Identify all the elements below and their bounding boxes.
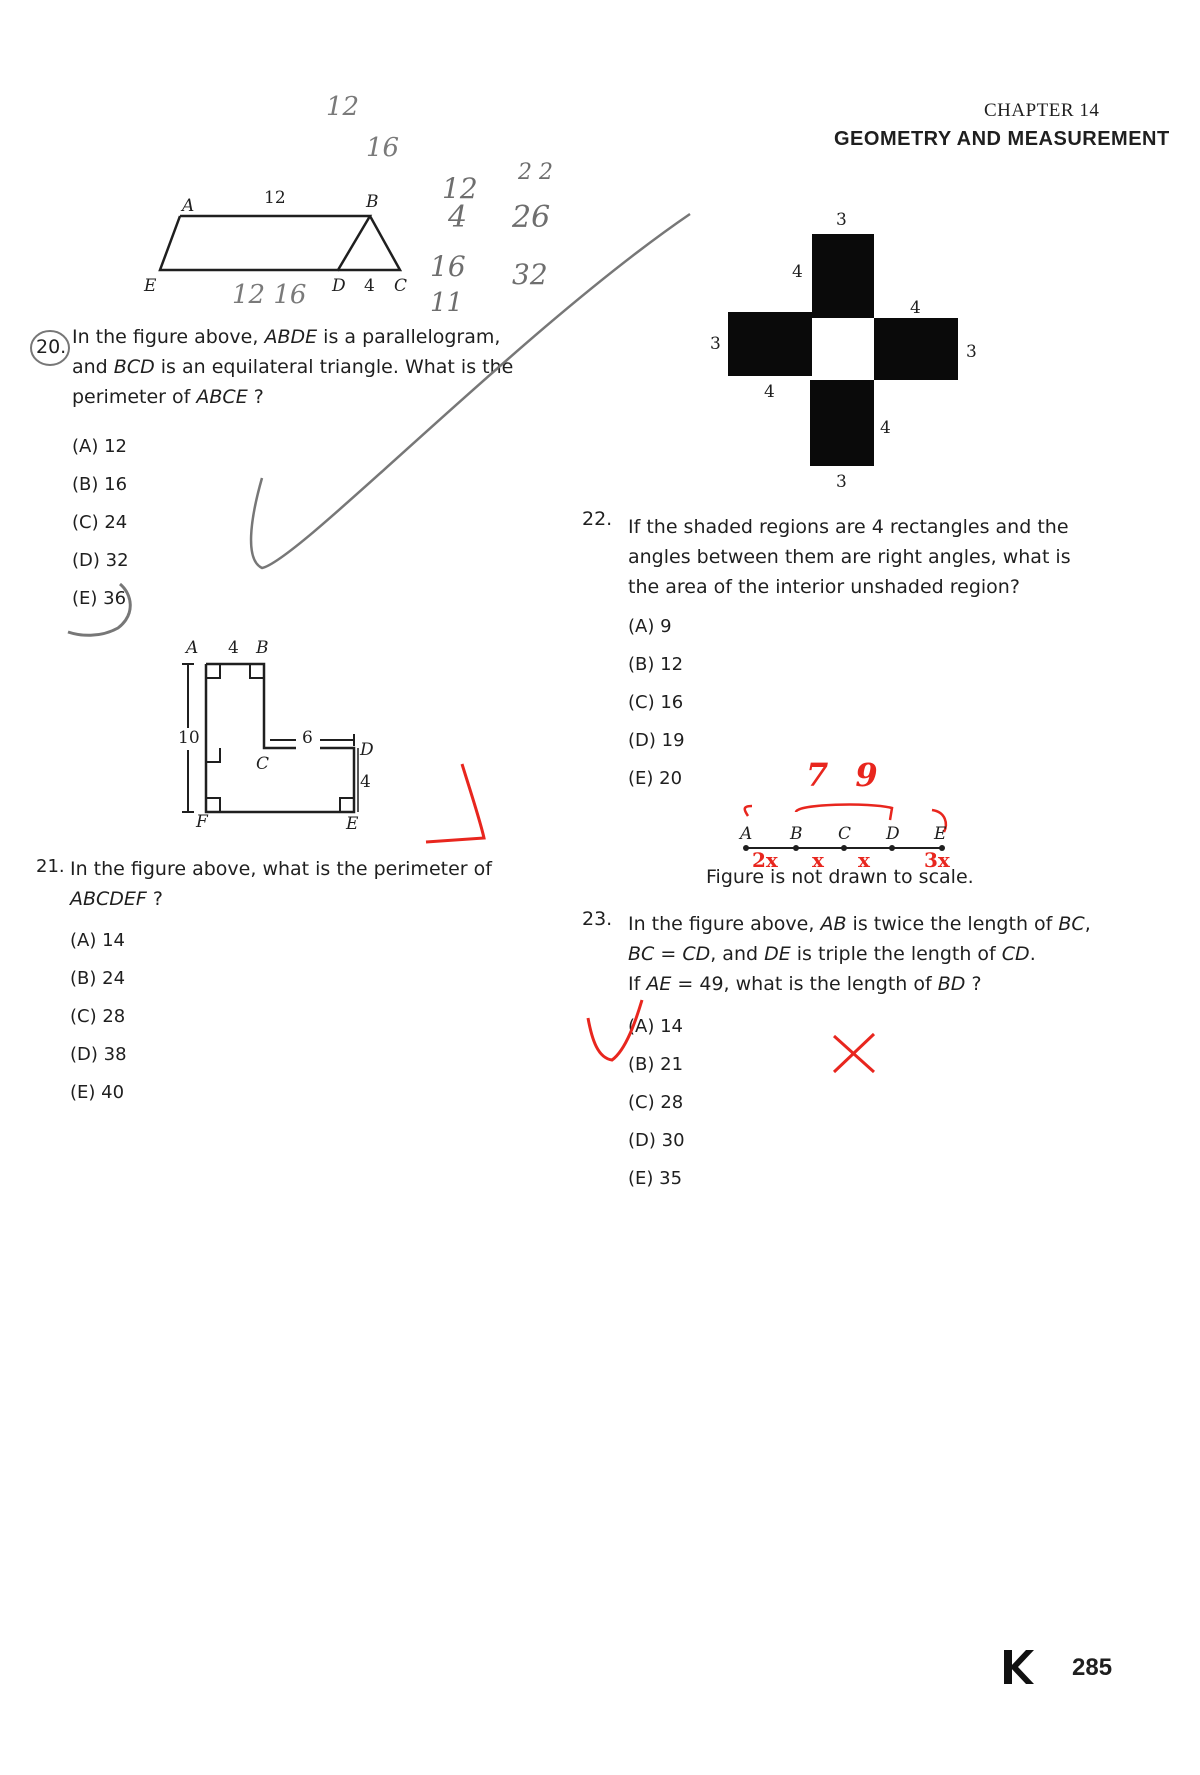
shaded-rect-top [812,234,874,318]
side-length-label: 4 [880,418,891,438]
side-length-label: 4 [792,262,803,282]
handwritten-note: 26 [512,200,551,235]
side-length-label: 4 [360,772,371,792]
handwritten-note: 12 [326,92,360,122]
vertex-label: D [332,276,346,296]
answer-choice[interactable]: (E) 20 [628,768,683,789]
handwritten-note: 3x [924,848,950,872]
unshaded-region [812,318,874,380]
handwritten-note: 2 2 [518,160,553,185]
handwritten-note: x [858,848,870,872]
l-shape-abcdef [206,664,354,812]
handwritten-note: 16 [366,133,400,163]
side-length-label: 4 [764,382,775,402]
side-length-label: 4 [910,298,921,318]
side-length-label: 3 [710,334,721,354]
question-stem: If the shaded regions are 4 rectangles and the angles between them are right angles, what is the area of the interior unshaded region? [628,516,1071,598]
answer-choices [70,922,127,1112]
answer-choice[interactable]: (D) 19 [628,730,685,751]
answer-choice[interactable]: (D) 30 [628,1130,685,1151]
vertex-label: D [360,740,374,760]
vertex-label: B [366,192,379,212]
chapter-title: GEOMETRY AND MEASUREMENT [834,128,1170,150]
answer-choices [628,608,685,798]
answer-choice[interactable]: (E) 40 [70,1082,125,1103]
vertex-label: E [346,814,359,834]
answer-choice[interactable]: (B) 16 [72,474,128,495]
handwritten-note: 4 [448,200,468,235]
answer-choice[interactable]: (B) 21 [628,1054,684,1075]
answer-choice[interactable]: (D) 32 [72,550,129,571]
vertex-label: C [394,276,408,296]
handwritten-note: 32 [512,258,548,291]
side-length-label: 12 [264,188,286,208]
answer-choice[interactable]: (C) 28 [70,1006,126,1027]
answer-choices [628,1008,685,1198]
point-label: C [838,824,852,844]
side-length-label: 4 [228,638,239,658]
vertex-label: B [256,638,269,658]
point-label: E [934,824,947,844]
vertex-label: F [196,812,208,832]
shaded-rect-right [874,318,958,380]
side-length-label: 4 [364,276,375,296]
question-number: 23. [582,908,613,930]
answer-choice[interactable]: (A) 9 [628,616,672,637]
question-number: 20. [36,336,67,358]
vertex-label: A [186,638,199,658]
shaded-rect-left [728,312,812,376]
shaded-rect-bottom [810,380,874,466]
handwritten-note: 2x [752,848,778,872]
answer-choices [72,428,129,618]
vertex-label: A [182,196,195,216]
figure-caption: Figure is not drawn to scale. [706,866,974,888]
question-number: 22. [582,508,613,530]
question-number: 21. [36,856,65,877]
answer-choice[interactable]: (A) 14 [628,1016,683,1037]
answer-choice[interactable]: (C) 16 [628,692,684,713]
triangle-bcd [338,216,400,270]
handwritten-note: 16 [430,250,466,283]
handwritten-note: 7 9 [806,756,886,794]
publisher-logo [0,0,1,1]
side-length-label: 6 [302,728,313,748]
point-label: B [790,824,803,844]
answer-choice[interactable]: (A) 12 [72,436,127,457]
answer-choice[interactable]: (D) 38 [70,1044,127,1065]
handwritten-note: x [812,848,824,872]
handwritten-note: 12 16 [232,280,307,310]
side-length-label: 10 [178,728,200,748]
side-length-label: 3 [836,210,847,230]
vertex-label: C [256,754,270,774]
answer-choice[interactable]: (B) 12 [628,654,684,675]
answer-choice[interactable]: (E) 36 [72,588,127,609]
answer-choice[interactable]: (B) 24 [70,968,126,989]
answer-choice[interactable]: (A) 14 [70,930,125,951]
vertex-label: E [144,276,157,296]
answer-choice[interactable]: (C) 24 [72,512,128,533]
page-number: 285 [1072,1654,1113,1681]
side-length-label: 3 [966,342,977,362]
handwritten-note: 12 [442,172,478,205]
side-length-label: 3 [836,472,847,492]
point-label: A [740,824,753,844]
question-stem: In the figure above, ABDE is a parallelogram, and BCD is an equilateral triangle. What is the perimeter of ABCE ? [72,326,514,408]
handwritten-note: 11 [430,288,464,318]
point-label: D [886,824,900,844]
chapter-label: CHAPTER 14 [984,100,1100,121]
answer-choice[interactable]: (C) 28 [628,1092,684,1113]
answer-choice[interactable]: (E) 35 [628,1168,683,1189]
parallelogram-abde [160,216,370,270]
question-stem: In the figure above, what is the perimeter of ABCDEF ? [70,858,492,910]
question-stem: In the figure above, AB is twice the length of BC, BC = CD, and DE is triple the length of CD. If AE = 49, what is the length of BD ? [628,913,1091,995]
